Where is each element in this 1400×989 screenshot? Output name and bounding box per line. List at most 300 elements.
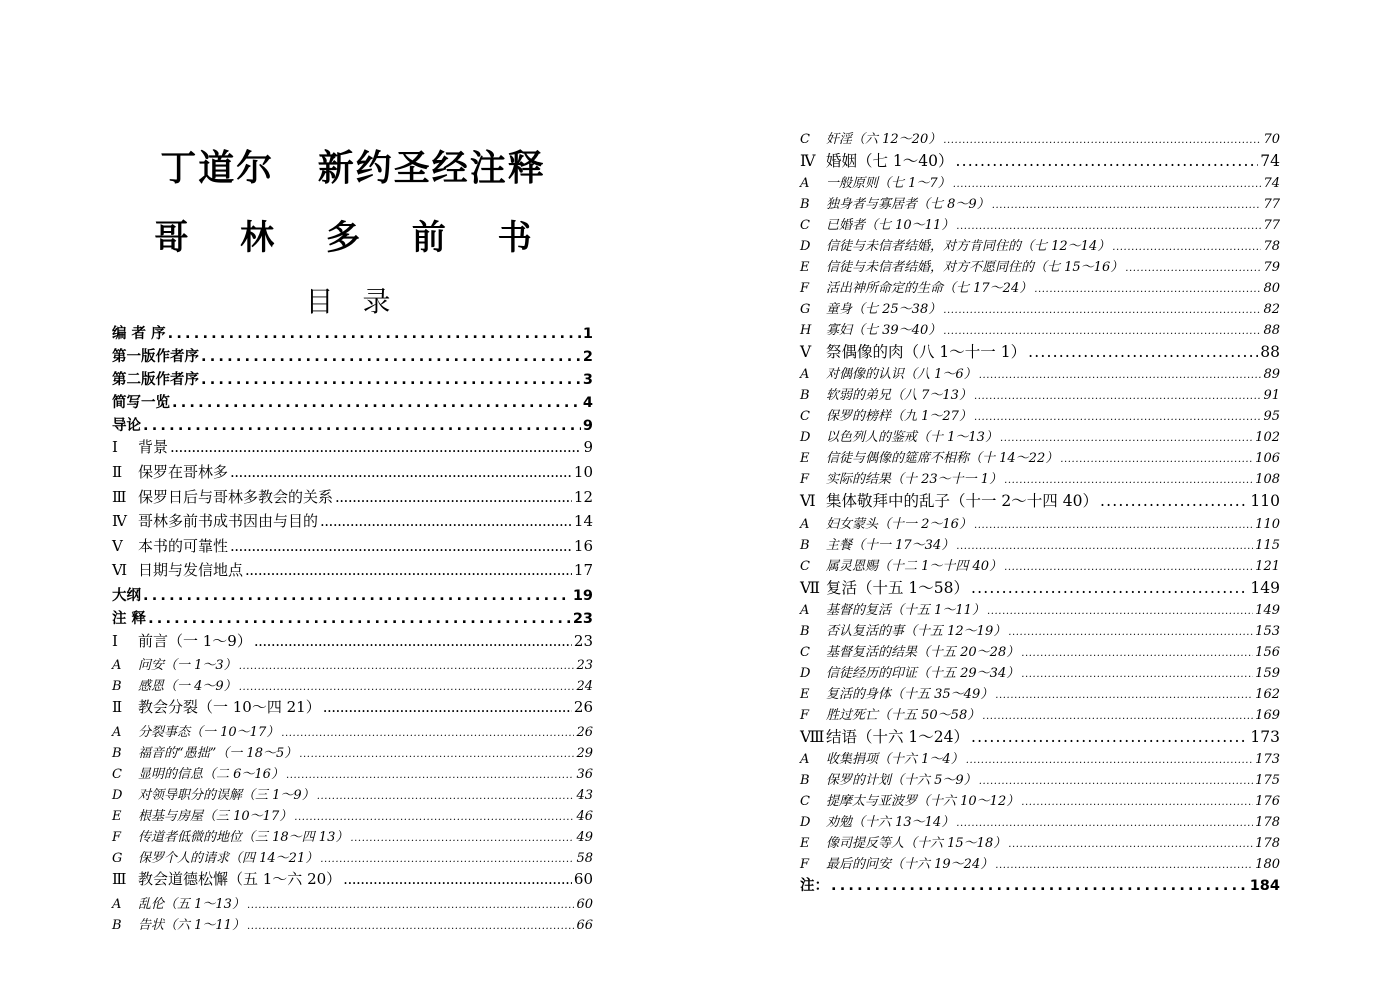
toc-dot-leader <box>350 833 574 844</box>
toc-entry-number: C <box>800 218 810 234</box>
toc-entry[interactable] <box>800 704 1280 725</box>
toc-entry[interactable] <box>800 277 1280 298</box>
toc-entry-label: 根基与房屋（三 10～17） <box>138 808 293 824</box>
toc-entry-page: 156 <box>1255 644 1280 660</box>
toc-entry-number: B <box>112 745 122 761</box>
toc-entry[interactable] <box>112 368 593 391</box>
toc-dot-leader <box>1008 839 1253 850</box>
toc-entry-page: 70 <box>1263 132 1280 147</box>
toc-entry-page: 74 <box>1260 152 1280 170</box>
toc-entry-number: A <box>800 367 810 383</box>
toc-entry-page: 60 <box>576 896 593 912</box>
toc-entry-page: 29 <box>576 745 593 761</box>
toc-dot-leader <box>1004 562 1253 573</box>
toc-entry-page: 91 <box>1263 388 1280 404</box>
toc-entry-label: 实际的结果（十 23～十一 1） <box>826 472 1003 488</box>
toc-dot-leader <box>956 221 1261 232</box>
toc-entry[interactable] <box>112 654 593 675</box>
toc-entry[interactable] <box>112 414 593 437</box>
toc-dot-leader <box>148 611 571 627</box>
toc-entry-number: Ⅴ <box>112 536 123 555</box>
toc-entry[interactable] <box>800 599 1280 620</box>
toc-entry-label: 结语（十六 1～24） <box>826 727 970 746</box>
toc-dot-leader <box>1021 797 1253 808</box>
toc-entry-label: 婚姻（七 1～40） <box>826 152 954 170</box>
toc-dot-leader <box>979 370 1262 381</box>
toc-entry-number: E <box>800 686 810 702</box>
toc-dot-leader <box>956 818 1253 829</box>
toc-entry-page: 43 <box>576 787 593 803</box>
toc-dot-leader <box>230 537 572 555</box>
toc-entry-page: 184 <box>1249 877 1280 894</box>
toc-entry-page: 115 <box>1255 537 1280 553</box>
toc-entry-number: B <box>800 537 810 553</box>
toc-entry-label: 传道者低微的地位（三 18～四 13） <box>138 829 349 845</box>
toc-entry-number: B <box>112 917 122 933</box>
toc-entry-page: 66 <box>576 917 593 933</box>
toc-entry-label: 集体敬拜中的乱子（十一 2～十四 40） <box>826 492 1098 511</box>
toc-dot-leader <box>239 682 575 693</box>
toc-entry[interactable] <box>800 769 1280 790</box>
toc-entry-page: 9 <box>583 438 593 457</box>
toc-entry-page: 19 <box>572 588 593 605</box>
toc-entry-number: D <box>800 239 811 255</box>
toc-entry-page: 12 <box>573 487 593 506</box>
toc-dot-leader <box>239 661 575 672</box>
toc-entry-number: C <box>800 644 810 660</box>
toc-dot-leader <box>317 791 575 802</box>
toc-dot-leader <box>974 412 1262 423</box>
toc-entry-number: G <box>112 850 123 866</box>
toc-dot-leader <box>335 488 572 506</box>
toc-dot-leader <box>1021 648 1253 659</box>
toc-entry-label: 收集捐项（十六 1～4） <box>826 751 964 767</box>
toc-entry-number: Ⅲ <box>112 869 127 888</box>
toc-entry-label: 软弱的弟兄（八 7～13） <box>826 388 972 404</box>
toc-entry[interactable] <box>800 426 1280 447</box>
toc-entry[interactable] <box>112 696 593 721</box>
toc-entry[interactable] <box>800 363 1280 384</box>
toc-entry[interactable] <box>112 721 593 742</box>
toc-entry-label: 提摩太与亚波罗（十六 10～12） <box>826 793 1020 809</box>
toc-entry-label: 第一版作者序 <box>112 348 199 365</box>
toc-entry-page: 23 <box>576 658 593 674</box>
toc-entry[interactable] <box>112 826 593 847</box>
toc-entry-page: 88 <box>1263 323 1280 339</box>
toc-entry[interactable] <box>800 489 1280 512</box>
toc-entry[interactable] <box>112 584 593 607</box>
toc-entry-label: 复活的身体（十五 35～49） <box>826 686 994 702</box>
toc-entry-label: 对偶像的认识（八 1～6） <box>826 367 977 383</box>
toc-entry-number: Ⅳ <box>112 512 127 531</box>
toc-entry[interactable] <box>800 384 1280 405</box>
toc-dot-leader <box>966 755 1253 766</box>
toc-dot-leader <box>943 135 1261 146</box>
toc-dot-leader <box>168 326 581 342</box>
toc-dot-leader <box>971 728 1248 746</box>
toc-entry[interactable] <box>800 298 1280 319</box>
toc-dot-leader <box>201 349 581 365</box>
toc-dot-leader <box>281 728 574 739</box>
toc-dot-leader <box>1034 284 1261 295</box>
toc-entry[interactable] <box>112 345 593 368</box>
toc-entry-page: 14 <box>573 512 593 531</box>
toc-entry[interactable] <box>112 461 593 486</box>
toc-entry-label: 独身者与寡居者（七 8～9） <box>826 197 990 213</box>
toc-entry-number: A <box>800 516 810 532</box>
toc-entry-label: 奸淫（六 12～20） <box>826 132 942 147</box>
toc-entry[interactable] <box>800 235 1280 256</box>
toc-dot-leader <box>971 579 1248 597</box>
toc-entry[interactable] <box>112 559 593 584</box>
toc-entry-number: C <box>800 793 810 809</box>
toc-dot-leader <box>323 698 572 716</box>
toc-entry-label: 已婚者（七 10～11） <box>826 218 955 234</box>
toc-entry-number: Ⅱ <box>112 463 123 482</box>
toc-entry[interactable] <box>800 214 1280 235</box>
toc-entry-label: 日期与发信地点 <box>138 561 244 580</box>
toc-entry-label: 童身（七 25～38） <box>826 302 942 318</box>
toc-entry-page: 149 <box>1255 602 1280 618</box>
toc-dot-leader <box>956 541 1253 552</box>
toc-entry-number: G <box>800 302 811 318</box>
toc-entry-number: B <box>800 197 810 213</box>
toc-entry[interactable] <box>800 853 1280 874</box>
toc-dot-leader <box>982 711 1253 722</box>
toc-entry-number: D <box>800 665 811 681</box>
toc-entry-label: 基督复活的结果（十五 20～28） <box>826 644 1020 660</box>
toc-entry-number: Ⅶ <box>800 578 821 597</box>
toc-entry[interactable] <box>112 914 593 935</box>
toc-entry-page: 58 <box>576 850 593 866</box>
toc-entry-page: 74 <box>1263 176 1280 192</box>
toc-dot-leader <box>831 878 1248 894</box>
toc-dot-leader <box>1008 627 1253 638</box>
toc-entry-label: 祭偶像的肉（八 1～十一 1） <box>826 343 1027 362</box>
toc-entry-page: 4 <box>582 394 593 411</box>
toc-entry-page: 102 <box>1255 430 1280 446</box>
toc-entry-label: 以色列人的鉴戒（十 1～13） <box>826 430 998 446</box>
toc-entry[interactable] <box>800 555 1280 576</box>
toc-dot-leader <box>1060 454 1253 465</box>
toc-dot-leader <box>992 200 1262 211</box>
toc-entry-label: 注： <box>800 877 829 894</box>
toc-dot-leader <box>1112 242 1261 253</box>
toc-entry[interactable] <box>800 256 1280 277</box>
toc-entry-number: C <box>800 409 810 425</box>
toc-entry-page: 1 <box>582 326 593 342</box>
toc-entry-page: 149 <box>1250 578 1280 597</box>
toc-entry-page: 9 <box>582 417 593 434</box>
toc-entry-page: 77 <box>1263 197 1280 213</box>
toc-entry-number: E <box>800 451 810 467</box>
toc-entry-label: 信徒与未信者结婚，对方不愿同住的（七 15～16） <box>826 260 1124 276</box>
toc-entry-number: F <box>800 281 810 297</box>
toc-entry-number: E <box>800 835 810 851</box>
toc-entry-label: 问安（一 1～3） <box>138 658 237 674</box>
toc-entry-page: 88 <box>1260 343 1280 362</box>
toc-entry-number: A <box>112 658 122 674</box>
toc-dot-leader <box>294 812 574 823</box>
toc-dot-leader <box>995 860 1253 871</box>
toc-dot-leader <box>299 749 574 760</box>
toc-entry-page: 79 <box>1263 260 1280 276</box>
toc-dot-leader <box>1021 669 1253 680</box>
toc-entry-number: A <box>112 724 122 740</box>
toc-dot-leader <box>343 870 572 888</box>
toc-dot-leader <box>979 776 1253 787</box>
toc-entry-label: 前言（一 1～9） <box>138 631 252 650</box>
toc-dot-leader <box>170 438 581 456</box>
toc-entry-label: 显明的信息（二 6～16） <box>138 766 284 782</box>
toc-entry-label: 信徒经历的印证（十五 29～34） <box>826 665 1020 681</box>
toc-entry[interactable] <box>112 763 593 784</box>
toc-entry-label: 胜过死亡（十五 50～58） <box>826 707 981 723</box>
toc-right-column <box>800 128 1280 897</box>
toc-entry[interactable] <box>112 436 593 461</box>
toc-entry-label: 复活（十五 1～58） <box>826 578 970 597</box>
toc-entry[interactable] <box>112 675 593 696</box>
toc-entry-page: 46 <box>576 808 593 824</box>
toc-dot-leader <box>995 690 1253 701</box>
toc-entry-number: H <box>800 323 812 339</box>
toc-entry-label: 最后的问安（十六 19～24） <box>826 856 994 872</box>
toc-entry[interactable] <box>800 620 1280 641</box>
toc-entry[interactable] <box>112 868 593 893</box>
toc-entry-label: 保罗的榜样（九 1～27） <box>826 409 972 425</box>
toc-entry-page: 36 <box>576 766 593 782</box>
toc-entry-label: 对领导职分的误解（三 1～9） <box>138 787 315 803</box>
toc-entry-page: 24 <box>576 679 593 695</box>
toc-entry-page: 80 <box>1263 281 1280 297</box>
toc-entry[interactable] <box>800 172 1280 193</box>
toc-entry-number: F <box>800 856 810 872</box>
toc-dot-leader <box>1125 263 1261 274</box>
toc-entry-label: 哥林多前书成书因由与目的 <box>138 512 319 531</box>
toc-entry-label: 活出神所命定的生命（七 17～24） <box>826 281 1033 297</box>
toc-entry[interactable] <box>800 790 1280 811</box>
toc-dot-leader <box>956 152 1259 170</box>
toc-entry-number: Ⅰ <box>112 438 118 457</box>
toc-entry-number: Ⅵ <box>800 492 816 511</box>
toc-dot-leader <box>943 326 1261 337</box>
toc-entry-number: Ⅴ <box>800 343 812 362</box>
toc-dot-leader <box>987 606 1253 617</box>
toc-entry[interactable] <box>112 893 593 914</box>
toc-entry-page: 110 <box>1255 516 1280 532</box>
toc-dot-leader <box>143 588 571 604</box>
toc-entry-number: E <box>800 260 810 276</box>
toc-entry-label: 信徒与偶像的筵席不相称（十 14～22） <box>826 451 1059 467</box>
toc-entry-page: 3 <box>582 371 593 388</box>
toc-dot-leader <box>1004 475 1253 486</box>
toc-entry-label: 本书的可靠性 <box>138 536 229 555</box>
toc-entry-label: 属灵恩赐（十二 1～十四 40） <box>826 558 1003 574</box>
toc-entry[interactable] <box>800 874 1280 897</box>
toc-entry-label: 乱伦（五 1～13） <box>138 896 245 912</box>
toc-entry[interactable] <box>112 535 593 560</box>
toc-entry-label: 劝勉（十六 13～14） <box>826 814 955 830</box>
toc-entry[interactable] <box>800 468 1280 489</box>
toc-entry-page: 106 <box>1255 451 1280 467</box>
toc-entry-number: C <box>800 558 810 574</box>
toc-entry-page: 26 <box>573 698 593 717</box>
toc-dot-leader <box>247 921 575 932</box>
toc-entry-page: 173 <box>1255 751 1280 767</box>
toc-entry-number: D <box>112 787 123 803</box>
book-series-title: 丁道尔 新约圣经注释 <box>160 147 546 189</box>
toc-entry-label: 简写一览 <box>112 394 170 411</box>
toc-entry-page: 110 <box>1250 492 1280 511</box>
toc-entry-page: 17 <box>573 561 593 580</box>
toc-dot-leader <box>201 372 581 388</box>
toc-dot-leader <box>320 512 572 530</box>
toc-entry-page: 49 <box>576 829 593 845</box>
toc-entry-label: 背景 <box>138 438 169 457</box>
toc-entry[interactable] <box>112 805 593 826</box>
toc-entry[interactable] <box>800 683 1280 704</box>
toc-entry-number: A <box>800 602 810 618</box>
toc-entry-page: 10 <box>573 463 593 482</box>
toc-entry-label: 像司提反等人（十六 15～18） <box>826 835 1007 851</box>
toc-entry[interactable] <box>800 662 1280 683</box>
toc-entry-label: 导论 <box>112 417 141 434</box>
toc-dot-leader <box>1000 433 1253 444</box>
toc-dot-leader <box>245 561 572 579</box>
toc-entry-page: 180 <box>1255 856 1280 872</box>
toc-entry-number: C <box>800 132 810 147</box>
toc-entry-page: 153 <box>1255 623 1280 639</box>
toc-entry-page: 82 <box>1263 302 1280 318</box>
toc-entry-number: F <box>800 472 810 488</box>
toc-entry-label: 告状（六 1～11） <box>138 917 245 933</box>
toc-entry-label: 编 者 序 <box>112 326 166 342</box>
toc-entry-label: 第二版作者序 <box>112 371 199 388</box>
toc-entry-label: 寡妇（七 39～40） <box>826 323 942 339</box>
toc-dot-leader <box>943 305 1261 316</box>
toc-entry-page: 173 <box>1250 727 1280 746</box>
toc-entry-page: 78 <box>1263 239 1280 255</box>
toc-entry-label: 信徒与未信者结婚，对方肯同住的（七 12～14） <box>826 239 1111 255</box>
toc-entry[interactable] <box>112 784 593 805</box>
toc-dot-leader <box>230 463 572 481</box>
toc-entry-number: Ⅲ <box>112 487 127 506</box>
toc-left-column <box>112 322 593 935</box>
toc-entry-page: 23 <box>572 610 593 627</box>
toc-entry-number: A <box>112 896 122 912</box>
toc-entry-number: A <box>800 176 810 192</box>
toc-entry-page: 159 <box>1255 665 1280 681</box>
toc-entry-label: 一般原则（七 1～7） <box>826 176 951 192</box>
toc-entry[interactable] <box>800 576 1280 599</box>
toc-entry[interactable] <box>112 742 593 763</box>
toc-entry[interactable] <box>800 193 1280 214</box>
toc-entry[interactable] <box>800 405 1280 426</box>
toc-entry-label: 保罗日后与哥林多教会的关系 <box>138 487 334 506</box>
toc-entry[interactable] <box>800 447 1280 468</box>
toc-entry[interactable] <box>800 725 1280 748</box>
toc-entry[interactable] <box>800 534 1280 555</box>
toc-entry-page: 95 <box>1263 409 1280 425</box>
toc-entry-number: F <box>112 829 122 845</box>
toc-entry-number: D <box>800 814 811 830</box>
toc-entry-number: Ⅰ <box>112 631 118 650</box>
toc-entry-label: 大纲 <box>112 588 141 605</box>
toc-dot-leader <box>1028 343 1258 361</box>
toc-entry-number: B <box>800 772 810 788</box>
toc-entry-number: Ⅳ <box>800 152 816 170</box>
toc-entry[interactable] <box>800 641 1280 662</box>
toc-entry-number: Ⅵ <box>112 561 128 580</box>
toc-dot-leader <box>247 900 575 911</box>
toc-heading: 目 录 <box>305 285 401 318</box>
toc-dot-leader <box>953 179 1262 190</box>
toc-entry-page: 121 <box>1255 558 1280 574</box>
toc-entry-page: 60 <box>573 869 593 888</box>
toc-entry[interactable] <box>112 510 593 535</box>
toc-entry-number: B <box>800 388 810 404</box>
toc-dot-leader <box>1100 492 1248 510</box>
toc-entry[interactable] <box>800 832 1280 853</box>
toc-dot-leader <box>254 632 572 650</box>
toc-entry[interactable] <box>800 149 1280 172</box>
toc-entry-number: E <box>112 808 122 824</box>
toc-entry-page: 77 <box>1263 218 1280 234</box>
toc-entry-label: 基督的复活（十五 1～11） <box>826 602 985 618</box>
toc-entry[interactable] <box>112 847 593 868</box>
toc-entry[interactable] <box>800 748 1280 769</box>
toc-entry-number: Ⅷ <box>800 727 825 746</box>
toc-entry-page: 169 <box>1255 707 1280 723</box>
book-title: 哥 林 多 前 书 <box>154 218 552 258</box>
toc-entry[interactable] <box>112 630 593 655</box>
toc-entry-page: 176 <box>1255 793 1280 809</box>
toc-entry[interactable] <box>800 128 1280 149</box>
toc-entry-label: 保罗个人的请求（四 14～21） <box>138 850 319 866</box>
toc-entry-number: Ⅱ <box>112 698 123 717</box>
toc-entry[interactable] <box>800 340 1280 363</box>
toc-entry-label: 感恩（一 4～9） <box>138 679 237 695</box>
toc-entry-label: 分裂事态（一 10～17） <box>138 724 280 740</box>
toc-entry[interactable] <box>112 607 593 630</box>
toc-dot-leader <box>286 770 575 781</box>
toc-entry-number: B <box>112 679 122 695</box>
toc-entry-page: 26 <box>576 724 593 740</box>
toc-entry-number: C <box>112 766 122 782</box>
toc-entry-page: 89 <box>1263 367 1280 383</box>
toc-entry[interactable] <box>800 319 1280 340</box>
toc-entry-page: 16 <box>573 536 593 555</box>
toc-entry-number: D <box>800 430 811 446</box>
toc-dot-leader <box>143 418 581 434</box>
toc-entry[interactable] <box>112 486 593 511</box>
toc-entry[interactable] <box>112 391 593 414</box>
toc-dot-leader <box>974 520 1253 531</box>
toc-entry[interactable] <box>112 322 593 345</box>
toc-dot-leader <box>320 854 574 865</box>
toc-entry[interactable] <box>800 513 1280 534</box>
toc-entry-label: 否认复活的事（十五 12～19） <box>826 623 1007 639</box>
toc-entry-number: A <box>800 751 810 767</box>
toc-entry-label: 妇女蒙头（十一 2～16） <box>826 516 972 532</box>
toc-entry-page: 108 <box>1255 472 1280 488</box>
toc-entry-label: 教会分裂（一 10～四 21） <box>138 698 321 717</box>
toc-dot-leader <box>172 395 581 411</box>
toc-entry-label: 教会道德松懈（五 1～六 20） <box>138 869 342 888</box>
toc-entry-label: 注 释 <box>112 610 147 627</box>
toc-entry[interactable] <box>800 811 1280 832</box>
toc-entry-page: 178 <box>1255 835 1280 851</box>
